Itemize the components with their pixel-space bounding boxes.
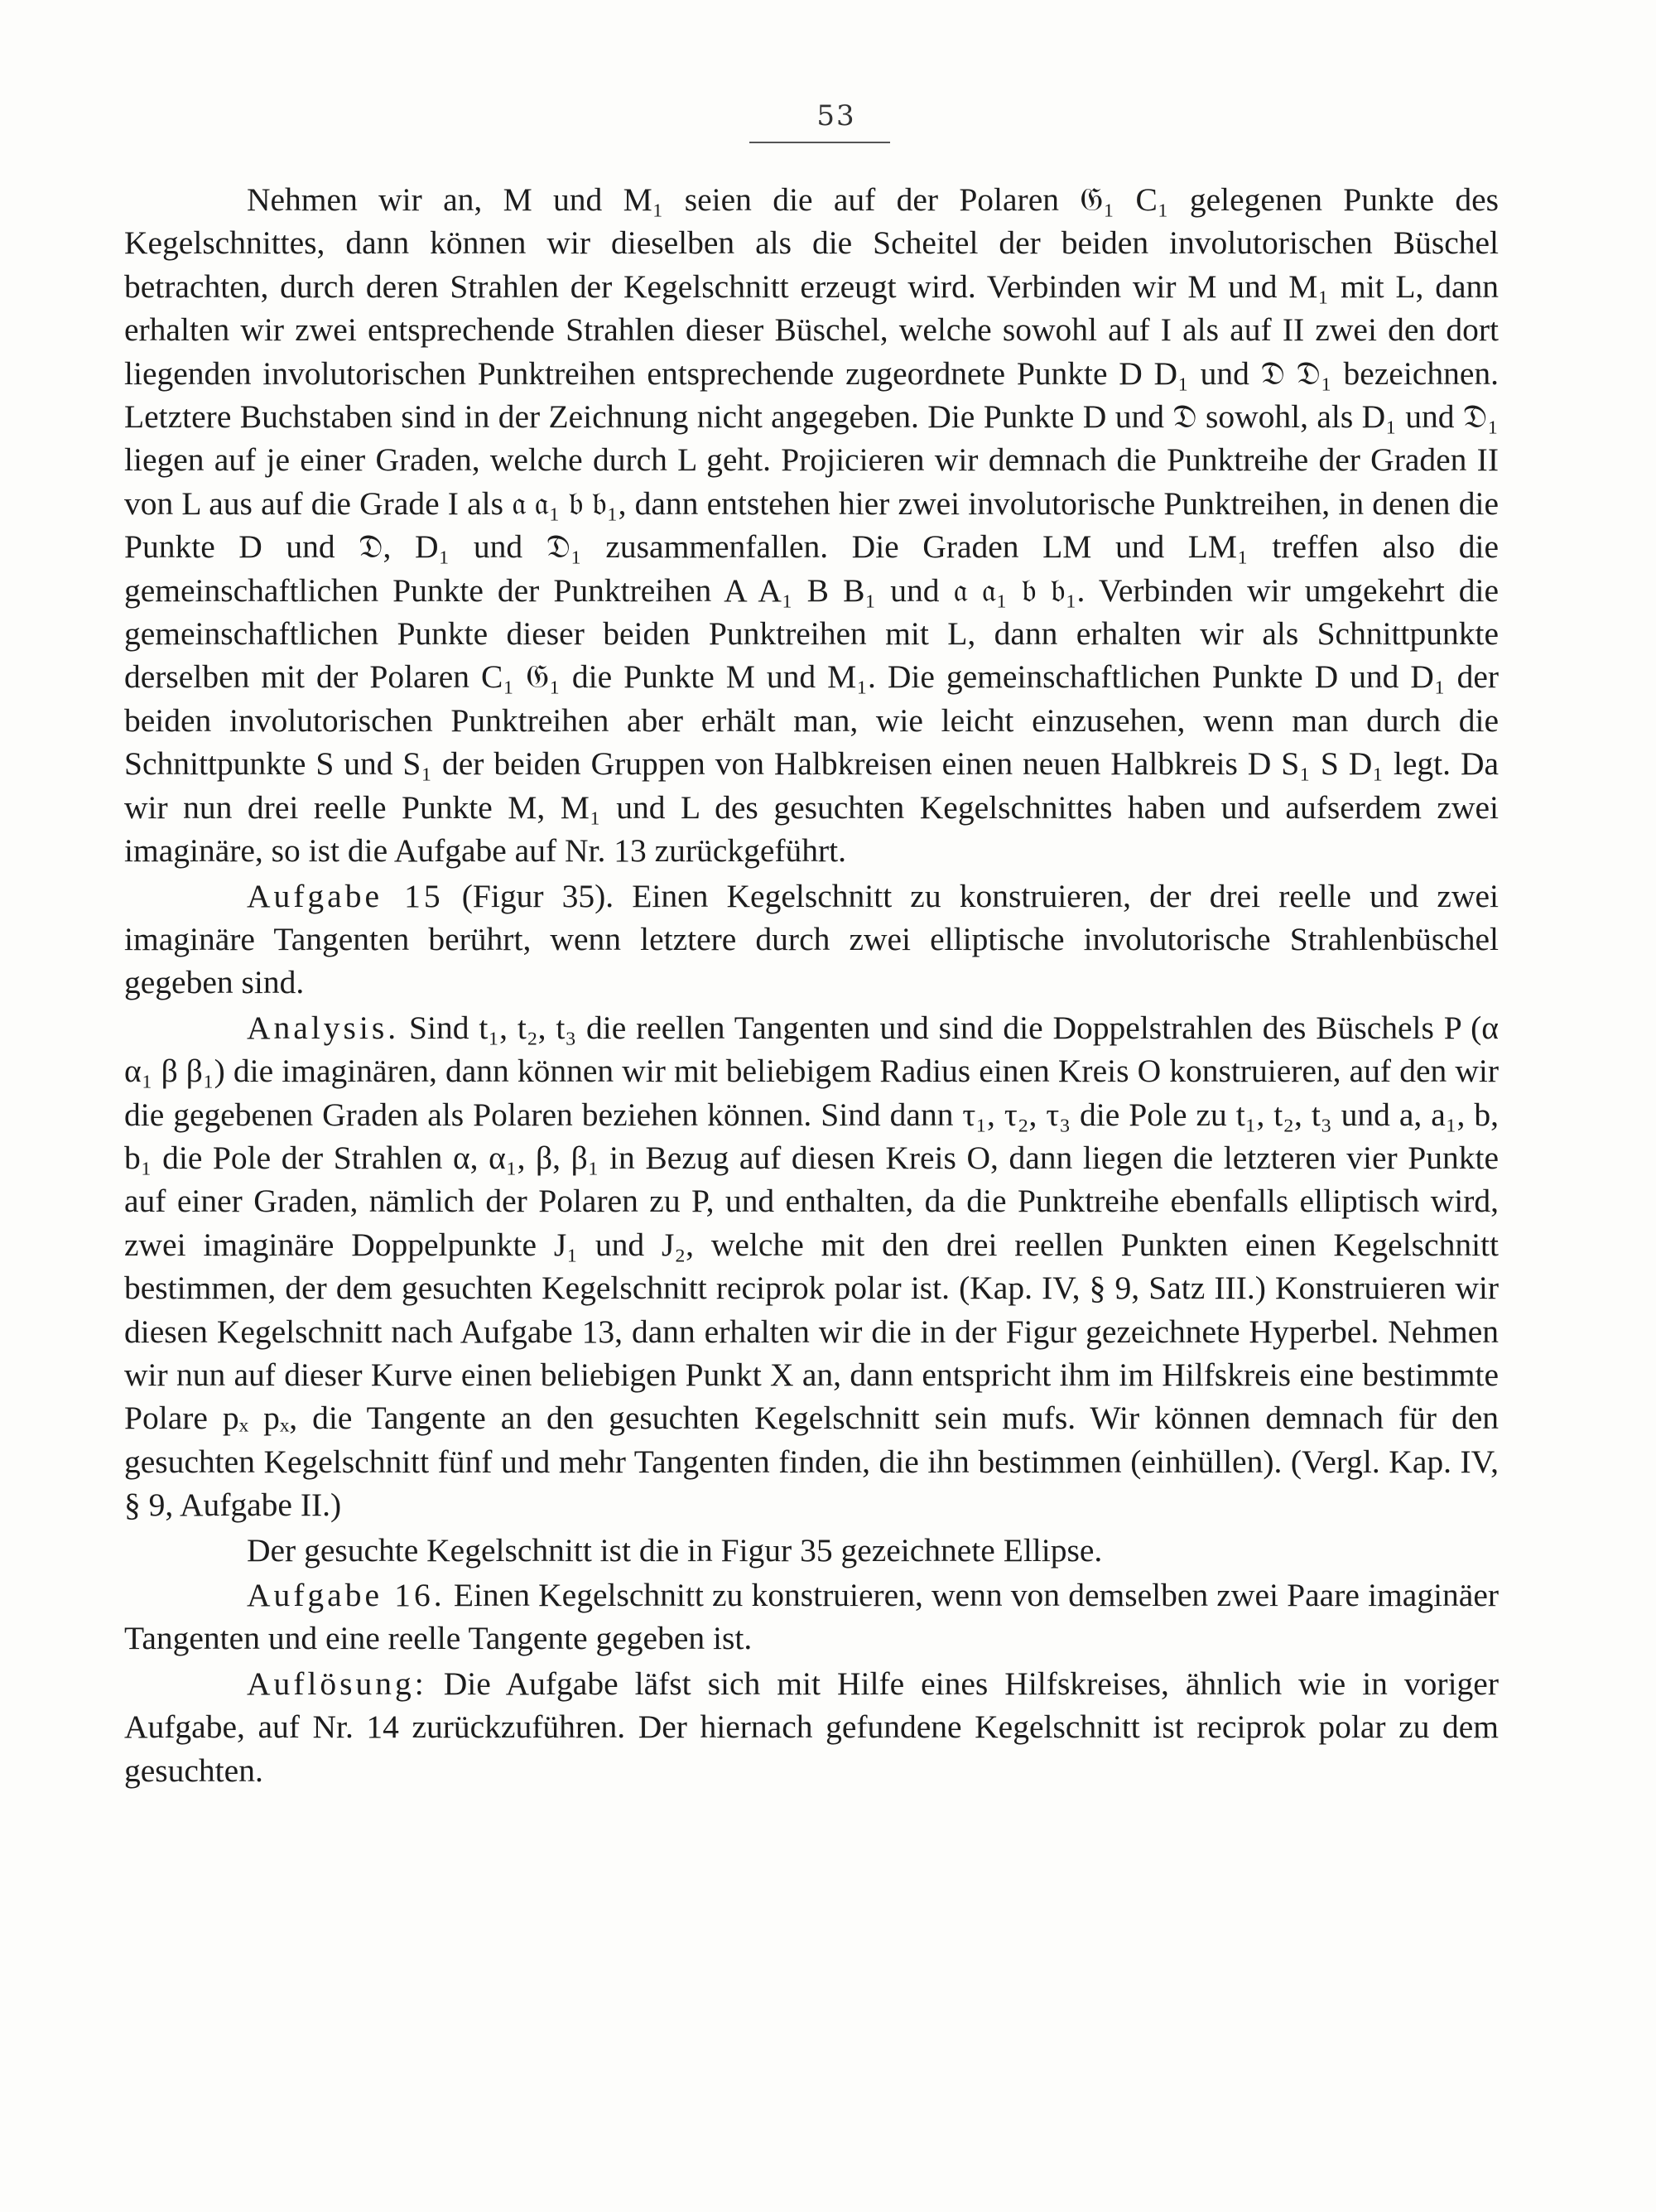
paragraph-aufgabe-16 bbox=[124, 1573, 1499, 1660]
paragraph-conic-points bbox=[124, 178, 1499, 873]
body-text bbox=[124, 178, 1499, 1792]
paragraph-heading: Aufgabe 16. bbox=[247, 1577, 445, 1613]
paragraph-text: Sind t₁, t₂, t₃ die reellen Tangenten und sind die Doppelstrahlen des Büschels P (α α₁ β β₁) die imaginären, dann können wir mit beliebigem Radius einen Kreis O konstruieren, auf den wir die gegebenen Graden als Polaren beziehen können. Sind dann τ₁, τ₂, τ₃ die Pole zu t₁, t₂, t₃ und a, a₁, b, b₁ die Pole der Strahlen α, α₁, β, β₁ in Bezug auf diesen Kreis O, dann liegen die letzteren vier Punkte auf einer Graden, nämlich der Polaren zu P, und enthalten, da die Punktreihe ebenfalls elliptisch wird, zwei imaginäre Doppelpunkte J₁ und J₂, welche mit den drei reellen Punkten einen Kegelschnitt bestimmen, der dem gesuchten Kegelschnitt reciprok polar ist. (Kap. IV, § 9, Satz III.) Konstruieren wir diesen Kegelschnitt nach Aufgabe 13, dann erhalten wir die in der Figur gezeichnete Hyperbel. Nehmen wir nun auf dieser Kurve einen beliebigen Punkt X an, dann entspricht ihm im Hilfskreis eine bestimmte Polare pₓ pₓ, die Tangente an den gesuchten Kegelschnitt sein mufs. Wir können demnach für den gesuchten Kegelschnitt fünf und mehr Tangenten finden, die ihn bestimmen (einhüllen). (Vergl. Kap. IV, § 9, Aufgabe II.) bbox=[124, 1009, 1500, 1524]
paragraph-text: Nehmen wir an, M und M₁ seien die auf der Polaren 𝔊₁ C₁ gelegenen Punkte des Kegelschnittes, dann können wir dieselben als die Scheitel der beiden involutorischen Büschel betrachten, durch deren Strahlen der Kegelschnitt erzeugt wird. Verbinden wir M und M₁ mit L, dann erhalten wir zwei entsprechende Strahlen dieser Büschel, welche sowohl auf I als auf II zwei den dort liegenden involutorischen Punktreihen entsprechende zugeordnete Punkte D D₁ und 𝔇 𝔇₁ bezeichnen. Letztere Buchstaben sind in der Zeichnung nicht angegeben. Die Punkte D und 𝔇 sowohl, als D₁ und 𝔇₁ liegen auf je einer Graden, welche durch L geht. Projicieren wir demnach die Punktreihe der Graden II von L aus auf die Grade I als 𝔞 𝔞₁ 𝔟 𝔟₁, dann entstehen hier zwei involutorische Punktreihen, in denen die Punkte D und 𝔇, D₁ und 𝔇₁ zusammenfallen. Die Graden LM und LM₁ treffen also die gemeinschaftlichen Punkte der Punktreihen A A₁ B B₁ und 𝔞 𝔞₁ 𝔟 𝔟₁. Verbinden wir umgekehrt die gemeinschaftlichen Punkte dieser beiden Punktreihen mit L, dann erhalten wir als Schnittpunkte derselben mit der Polaren C₁ 𝔊₁ die Punkte M und M₁. Die gemeinschaftlichen Punkte D und D₁ der beiden involutorischen Punktreihen aber erhält man, wie leicht einzusehen, wenn man durch die Schnittpunkte S und S₁ der beiden Gruppen von Halbkreisen einen neuen Halbkreis D S₁ S D₁ legt. Da wir nun drei reelle Punkte M, M₁ und L des gesuchten Kegelschnittes haben und aufserdem zwei imaginäre, so ist die Aufgabe auf Nr. 13 zurückgeführt. bbox=[124, 181, 1499, 870]
paragraph-heading: Auflösung: bbox=[247, 1665, 427, 1702]
paragraph-text: Die Aufgabe läfst sich mit Hilfe eines Hilfskreises, ähnlich wie in voriger Aufgabe, auf Nr. 14 zurückzuführen. Der hiernach gefundene Kegelschnitt ist reciprok polar zu dem gesuchten. bbox=[124, 1665, 1499, 1789]
paragraph-text: Der gesuchte Kegelschnitt ist die in Figur 35 gezeichnete Ellipse. bbox=[247, 1531, 1103, 1569]
paragraph-heading: Analysis. bbox=[247, 1009, 400, 1046]
paragraph-aufloesung bbox=[124, 1662, 1499, 1792]
paragraph-text: Einen Kegelschnitt zu konstruieren, wenn von demselben zwei Paare imaginäer Tangenten und eine reelle Tangente gegeben ist. bbox=[124, 1577, 1500, 1657]
paragraph-analysis bbox=[124, 1006, 1499, 1527]
paragraph-aufgabe-15 bbox=[124, 875, 1499, 1005]
paragraph-ellipse bbox=[124, 1529, 1499, 1572]
paragraph-text: (Figur 35). Einen Kegelschnitt zu konstruieren, der drei reelle und zwei imaginäre Tangenten berührt, wenn letztere durch zwei elliptische involutorische Strahlenbüschel gegeben sind. bbox=[124, 877, 1499, 1001]
page-number: 53 bbox=[816, 99, 856, 133]
paragraph-heading: Aufgabe 15 bbox=[247, 877, 444, 914]
header-rule bbox=[749, 142, 890, 143]
